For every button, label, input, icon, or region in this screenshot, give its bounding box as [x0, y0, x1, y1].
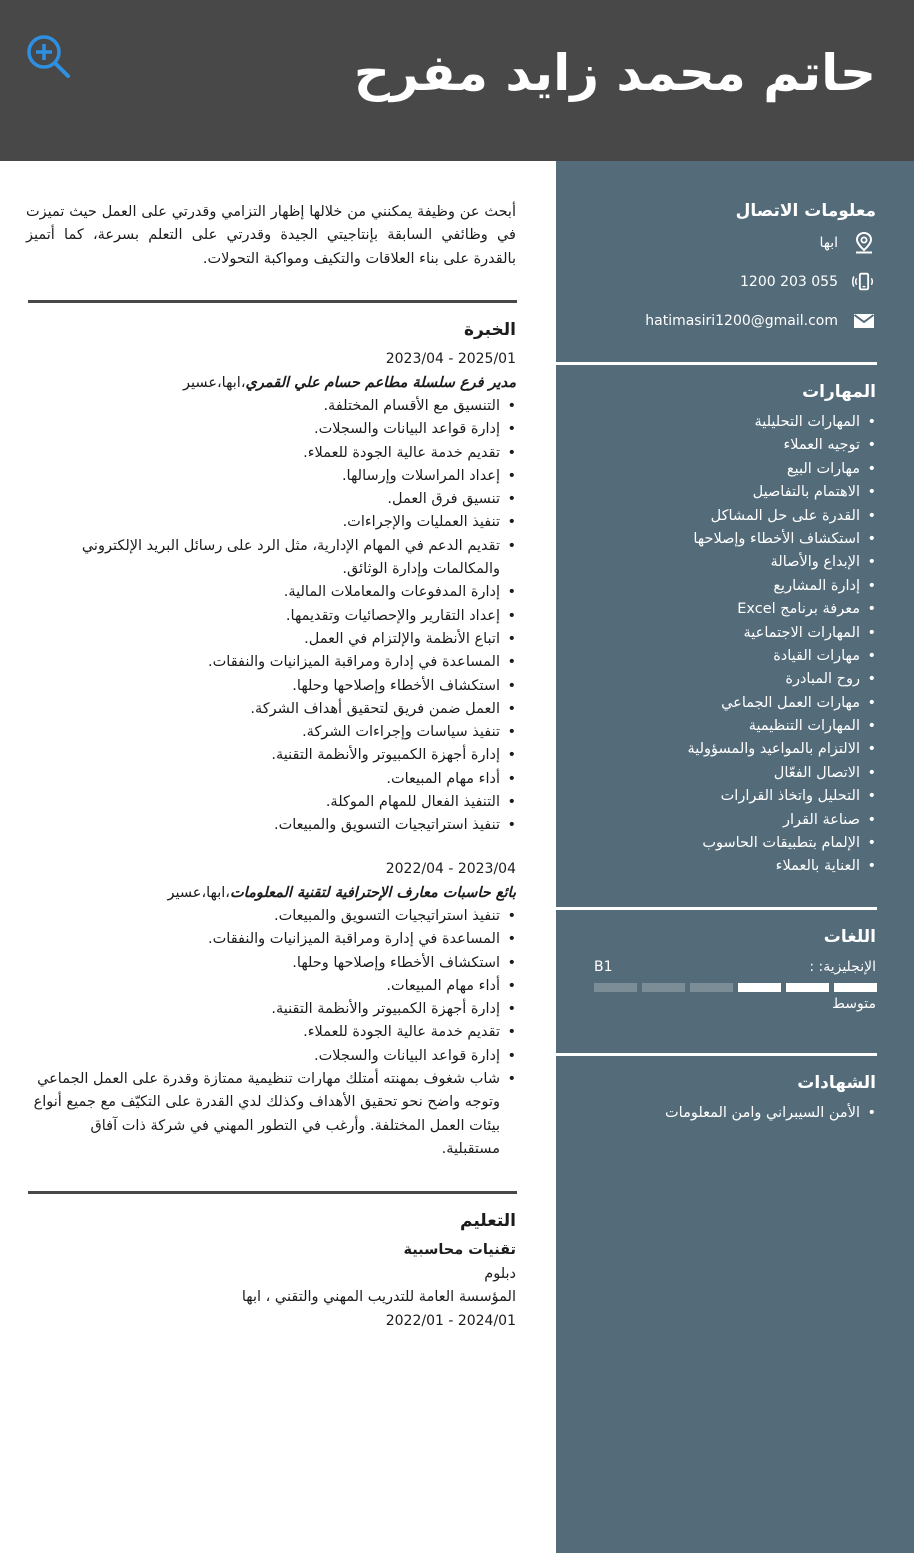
skills-title: المهارات	[802, 382, 876, 402]
language-level-segment	[786, 983, 829, 992]
divider	[556, 362, 877, 365]
list-item: • المساعدة في إدارة ومراقبة الميزانيات والنفقات.	[30, 928, 516, 951]
job-role: بائع حاسبات معارف الإحترافية لتقنية المعلومات	[230, 885, 516, 901]
list-item: • مهارات القيادة	[687, 645, 876, 668]
list-item: • أداء مهام المبيعات.	[30, 975, 516, 998]
contact-phone	[740, 270, 876, 294]
certificates-title: الشهادات	[797, 1073, 876, 1093]
list-item: • تنفيذ سياسات وإجراءات الشركة.	[30, 721, 516, 744]
language-level-code: B1	[594, 959, 613, 975]
list-item: • إعداد التقارير والإحصائيات وتقديمها.	[30, 605, 516, 628]
list-item: • توجيه العملاء	[687, 434, 876, 457]
job-role: مدير فرع سلسلة مطاعم حسام علي القمري	[245, 375, 516, 391]
list-item: • المساعدة في إدارة ومراقبة الميزانيات والنفقات.	[30, 651, 516, 674]
job-duties-list	[30, 905, 516, 1161]
languages-title: اللغات	[823, 927, 876, 947]
list-item: • اتباع الأنظمة والإلتزام في العمل.	[30, 628, 516, 651]
language-level-segment	[594, 983, 637, 992]
list-item: • الاهتمام بالتفاصيل	[687, 481, 876, 504]
list-item: • إدارة قواعد البيانات والسجلات.	[30, 1045, 516, 1068]
education-field: تقنيات محاسبية	[403, 1242, 516, 1258]
location-text: ابها	[819, 235, 838, 251]
language-level-segment	[738, 983, 781, 992]
skills-list	[687, 411, 876, 879]
language-level-segment	[642, 983, 685, 992]
contact-location	[819, 231, 876, 255]
list-item: • المهارات التنظيمية	[687, 715, 876, 738]
divider	[28, 300, 517, 303]
list-item: • الإلمام بتطبيقات الحاسوب	[687, 832, 876, 855]
education-institution: المؤسسة العامة للتدريب المهني والتقني ، ابها	[241, 1289, 516, 1305]
list-item: • تنفيذ استراتيجيات التسويق والمبيعات.	[30, 905, 516, 928]
summary-text: أبحث عن وظيفة يمكنني من خلالها إظهار التزامي وقدرتي على العمل حيث تميزت في وظائفي السابقة بإنتاجيتي الجيدة وقدرتي على التعلم بسرعة، كما أتميز بالقدرة على بناء العلاقات والتكيف ومواكبة التحولات.	[26, 204, 516, 267]
language-name: الإنجليزية: :	[809, 959, 876, 975]
list-item: • إعداد المراسلات وإرسالها.	[30, 465, 516, 488]
job-location: ،ابها،عسير	[167, 885, 230, 901]
list-item: • إدارة أجهزة الكمبيوتر والأنظمة التقنية.	[30, 998, 516, 1021]
zoom-in-icon[interactable]	[24, 32, 72, 80]
contact-email	[645, 309, 876, 333]
language-level-text: متوسط	[832, 996, 876, 1012]
list-item: • استكشاف الأخطاء وإصلاحها	[687, 528, 876, 551]
list-item: • العمل ضمن فريق لتحقيق أهداف الشركة.	[30, 698, 516, 721]
list-item: • تنفيذ العمليات والإجراءات.	[30, 511, 516, 534]
job-dates: 2023/04 - 2025/01	[385, 351, 516, 367]
list-item: • القدرة على حل المشاكل	[687, 505, 876, 528]
language-level-segment	[834, 983, 877, 992]
language-level-segment	[690, 983, 733, 992]
list-item: • مهارات البيع	[687, 458, 876, 481]
education-title: التعليم	[460, 1211, 516, 1231]
job-title	[168, 882, 517, 905]
phone-icon	[852, 271, 876, 293]
email-link[interactable]: hatimasiri1200@gmail.com	[645, 313, 838, 329]
contact-title: معلومات الاتصال	[735, 201, 876, 221]
language-level-bar	[594, 983, 877, 992]
list-item: • العناية بالعملاء	[687, 855, 876, 878]
resume-header	[0, 0, 914, 161]
list-item: • صناعة القرار	[687, 809, 876, 832]
list-item: • تنفيذ استراتيجيات التسويق والمبيعات.	[30, 814, 516, 837]
job-location: ،ابها،عسير	[183, 375, 246, 391]
job-title	[183, 372, 516, 395]
list-item: • التحليل واتخاذ القرارات	[687, 785, 876, 808]
phone-text: 1200 203 055	[740, 274, 838, 290]
list-item: • الأمن السيبراني وامن المعلومات	[665, 1102, 876, 1125]
main-content	[0, 161, 556, 1553]
certificates-list	[665, 1102, 876, 1125]
list-item: • التنسيق مع الأقسام المختلفة.	[30, 395, 516, 418]
job-duties-list	[30, 395, 516, 838]
list-item: • تقديم الدعم في المهام الإدارية، مثل الرد على رسائل البريد الإلكتروني والمكالمات وإدارة الوثائق.	[30, 535, 516, 582]
list-item: • الالتزام بالمواعيد والمسؤولية	[687, 738, 876, 761]
job-dates: 2022/04 - 2023/04	[385, 861, 516, 877]
list-item: • إدارة المدفوعات والمعاملات المالية.	[30, 581, 516, 604]
list-item: • الإبداع والأصالة	[687, 551, 876, 574]
mail-icon	[852, 310, 876, 332]
list-item: • أداء مهام المبيعات.	[30, 768, 516, 791]
list-item: • التنفيذ الفعال للمهام الموكلة.	[30, 791, 516, 814]
list-item: • استكشاف الأخطاء وإصلاحها وحلها.	[30, 952, 516, 975]
divider	[556, 1053, 877, 1056]
list-item: • معرفة برنامج Excel	[687, 598, 876, 621]
list-item: • روح المبادرة	[687, 668, 876, 691]
location-pin-icon	[852, 232, 876, 254]
education-dates: 2022/01 - 2024/01	[385, 1313, 516, 1329]
candidate-name: حاتم محمد زايد مفرح	[353, 44, 876, 102]
list-item: • مهارات العمل الجماعي	[687, 692, 876, 715]
list-item: • إدارة قواعد البيانات والسجلات.	[30, 418, 516, 441]
experience-title: الخبرة	[463, 320, 516, 340]
divider	[556, 907, 877, 910]
list-item: • المهارات الاجتماعية	[687, 622, 876, 645]
list-item: • تقديم خدمة عالية الجودة للعملاء.	[30, 1021, 516, 1044]
education-degree: دبلوم	[484, 1266, 516, 1282]
list-item: • إدارة أجهزة الكمبيوتر والأنظمة التقنية.	[30, 744, 516, 767]
list-item: • تنسيق فرق العمل.	[30, 488, 516, 511]
list-item: • استكشاف الأخطاء وإصلاحها وحلها.	[30, 675, 516, 698]
list-item: • الاتصال الفعّال	[687, 762, 876, 785]
list-item: • إدارة المشاريع	[687, 575, 876, 598]
divider	[28, 1191, 517, 1194]
list-item: • تقديم خدمة عالية الجودة للعملاء.	[30, 442, 516, 465]
list-item: • المهارات التحليلية	[687, 411, 876, 434]
sidebar	[556, 161, 914, 1553]
list-item: • شاب شغوف بمهنته أمتلك مهارات تنظيمية ممتازة وقدرة على العمل الجماعي وتوجه واضح نحو تحقيق الأهداف وكذلك لدي القدرة على التكيّف مع جميع أنواع بيئات العمل المختلفة. وأرغب في التطور المهني في شركة ذات آفاق مستقبلية.	[30, 1068, 516, 1161]
